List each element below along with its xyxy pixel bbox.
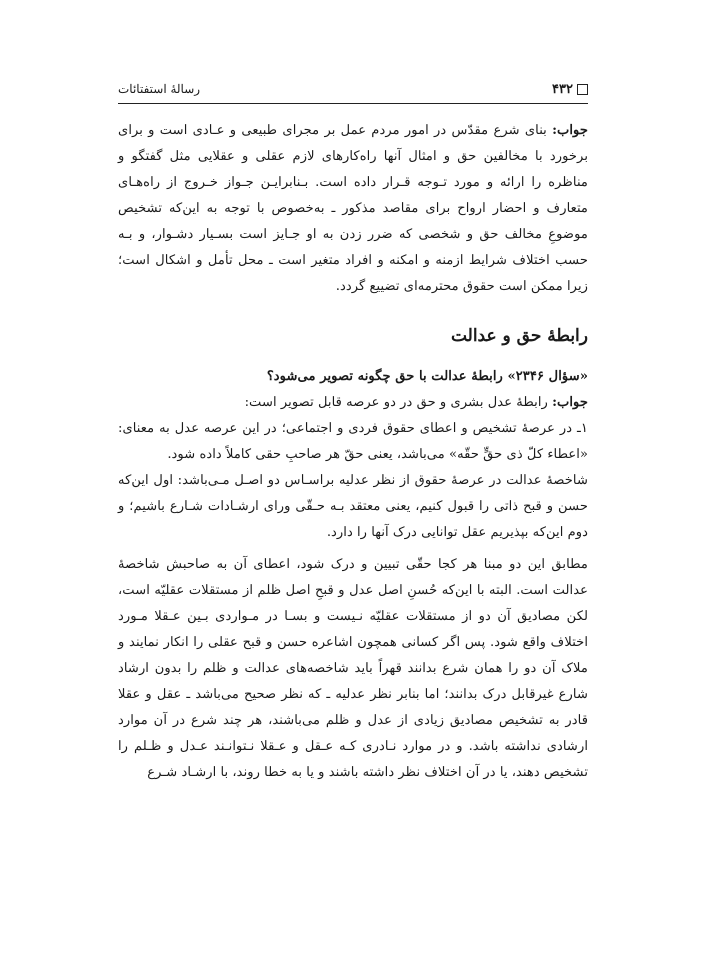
question-line: «سؤال ۲۳۴۶» رابطهٔ عدالت با حق چگونه تصویر می‌شود؟	[266, 369, 588, 384]
square-bullet-icon	[577, 84, 588, 95]
header-divider	[118, 103, 588, 104]
section-heading: رابطهٔ حق و عدالت	[450, 326, 588, 346]
answer-label: جواب:	[552, 395, 588, 410]
answer-paragraph	[118, 390, 588, 416]
page-number: ۴۳۲	[552, 81, 573, 97]
page-number-group	[552, 82, 588, 97]
body-paragraph: مطابق این دو مبنا هر کجا حقّی تبیین و درک شود، اعطای آن به صاحبش شاخصهٔ عدالت است. البته با این‌که حُسنِ اصل عدل و قبحِ اصل ظلم از مستقلات عقلیّه است، لکن مصادیق آن دو از مستقلات عقلیّه نـیست و بسـا در مـواردی بـین عـقلا مـورد اختلاف واقع شود. پس اگر کسانی همچون اشاعره حسن و قبح عقلی را انکار نمایند و ملاک آن دو را همان شرع بدانند قهراً باید شاخصه‌های عدالت و ظلم را بدون ارشاد شارع غیرقابل درک بدانند؛ اما بنابر نظر عدلیه ـ که نظر صحیح می‌باشد ـ عقل و عقلا قادر به تشخیص مصادیق زیادی از عدل و ظلم می‌باشند، هر چند شرع در آن موارد ارشادی نداشته باشد. و در موارد نـادری کـه عـقل و عـقلا نـتوانـند عـدل و ظـلم را تشخیص دهند، یا در آن اختلاف نظر داشته باشند و یا به خطا روند، با ارشـاد شـرع	[118, 557, 588, 780]
answer-text: بنای شرع مقدّس در امور مردم عمل بر مجرای طبیعی و عـادی است و برای برخورد با مخالفین حق و امثال آنها راه‌کارهای لازم عقلی و عقلایی مثل گفتگو و مناظره را ارائه و مورد تـوجه قـرار داده است. بـنابرایـن جـواز خـروج از راه‌هـای متعارف و احضار ارواح برای مقاصد مذکور ـ به‌خصوص با توجه به این‌که تشخیص موضوعِ مخالف حق و شخصی که ضرر زدن به او جـایز است بسـیار دشـوار، و بـه حسب اختلاف شرایط ازمنه و امکنه و افراد متغیر است ـ محل تأمل و اشکال است؛ زیرا ممکن است حقوق محترمه‌ای تضییع گردد.	[118, 123, 588, 294]
running-title: رسالهٔ استفتائات	[118, 82, 201, 96]
answer-text: رابطهٔ عدل بشری و حق در دو عرصه قابل تصویر است:	[244, 395, 553, 410]
numbered-paragraph: ۱ـ در عرصهٔ تشخیص و اعطای حقوق فردی و اجتماعی؛ در این عرصه عدل به معنای: «اعطاء کلّ ذی حقٍّ حقّه» می‌باشد، یعنی حقّ هر صاحبِ حقی کاملاً داده شود.	[118, 421, 588, 462]
answer-label: جواب:	[552, 123, 588, 138]
page-header	[118, 78, 588, 100]
answer-paragraph	[118, 118, 588, 300]
body-paragraph: شاخصهٔ عدالت در عرصهٔ حقوق از نظر عدلیه براسـاس دو اصـل مـی‌باشد: اول این‌که حسن و قبح ذاتی را قبول کنیم، یعنی معتقد بـه حـقّی ورای ارشـادات شـارع باشیم؛ و دوم این‌که بپذیریم عقل توانایی درک آنها را دارد.	[118, 473, 588, 540]
main-text	[118, 118, 588, 786]
